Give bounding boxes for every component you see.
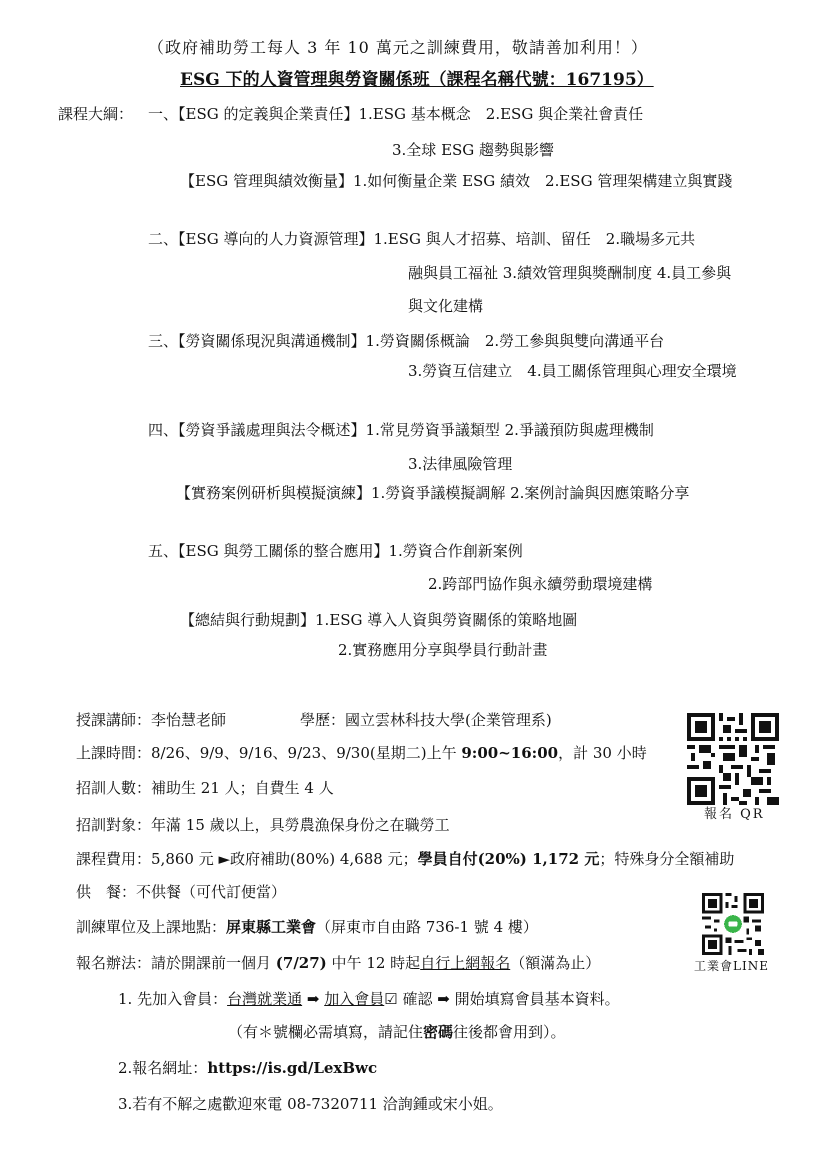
signup-url[interactable]: https://is.gd/LexBwc xyxy=(207,1059,378,1077)
arrow-icon: ► xyxy=(218,850,231,868)
section-item: 1.如何衡量企業 ESG 績效 2.ESG 管理架構建立與實踐 xyxy=(352,172,733,190)
section-topic: 【實務案例研析與模擬演練】 xyxy=(176,484,372,502)
venue-label: 訓練單位及上課地點： xyxy=(76,918,227,936)
section-item: 3.全球 ESG 趨勢與影響 xyxy=(392,141,555,159)
section-item: 1.勞資爭議模擬調解 2.案例討論與因應策略分享 xyxy=(371,484,690,502)
section-topic: 【總結與行動規劃】 xyxy=(180,611,316,629)
step1-prefix: 1. 先加入會員： xyxy=(118,990,228,1008)
enrollment-label: 招訓人數： xyxy=(76,779,152,797)
schedule-dates: 8/26、9/9、9/16、9/23、9/30(星期二)上午 xyxy=(151,744,462,762)
arrow-right-icon: ➡ xyxy=(437,990,450,1008)
section-item: 與文化建構 xyxy=(408,297,484,315)
section-prefix: 三、 xyxy=(148,332,179,350)
step1-end: 開始填寫會員基本資料。 xyxy=(449,990,620,1008)
section-item: 3.法律風險管理 xyxy=(408,455,513,473)
outline-section xyxy=(180,174,732,189)
signup-post: （額滿為止） xyxy=(510,954,601,972)
section-prefix: 四、 xyxy=(148,421,179,439)
education-value: 國立雲林科技大學(企業管理系) xyxy=(345,711,552,729)
schedule-total: ，計 30 小時 xyxy=(558,744,647,762)
target-value: 年滿 15 歲以上，具勞農漁保身份之在職勞工 xyxy=(151,816,450,834)
subsidy-note: （政府補助勞工每人 3 年 10 萬元之訓練費用，敬請善加利用！） xyxy=(148,38,648,57)
section-item: 融與員工福祉 3.績效管理與獎酬制度 4.員工參與 xyxy=(408,264,732,282)
enrollment-line xyxy=(76,781,334,796)
meal-value: 不供餐（可代訂便當） xyxy=(136,883,287,901)
fee-total: 5,860 元 xyxy=(151,850,219,868)
section-item: 1.常見勞資爭議類型 2.爭議預防與處理機制 xyxy=(365,421,654,439)
section-prefix: 五、 xyxy=(148,542,179,560)
note-post: 往後都會用到）。 xyxy=(453,1023,566,1041)
section-item: 2.跨部門協作與永續勞動環境建構 xyxy=(428,575,653,593)
section-item: 1.ESG 導入人資與勞資關係的策略地圖 xyxy=(315,611,578,629)
signup-date: (7/27) xyxy=(275,954,327,972)
step-3: 3.若有不解之處歡迎來電 08-7320711 洽詢鍾或宋小姐。 xyxy=(118,1095,503,1113)
section-item: 1.ESG 與人才招募、培訓、留任 2.職場多元共 xyxy=(373,230,696,248)
fee-subsidy: 政府補助(80%) 4,688 元； xyxy=(230,850,418,868)
section-prefix: 一、 xyxy=(148,105,179,123)
enrollment-value: 補助生 21 人；自費生 4 人 xyxy=(151,779,334,797)
outline-section xyxy=(148,334,664,349)
fee-line xyxy=(76,852,734,867)
signup-link[interactable]: 自行上網報名 xyxy=(420,954,511,972)
target-line xyxy=(76,818,450,833)
note-password: 密碼 xyxy=(423,1023,454,1041)
section-item: 1.ESG 基本概念 2.ESG 與企業社會責任 xyxy=(358,105,644,123)
venue-address: （屏東市自由路 736-1 號 4 樓） xyxy=(316,918,538,936)
step-2 xyxy=(118,1061,377,1076)
section-item: 1.勞資關係概論 2.勞工參與與雙向溝通平台 xyxy=(365,332,665,350)
instructor-name: 李怡慧老師 xyxy=(151,711,227,729)
confirm-text: 確認 xyxy=(397,990,438,1008)
section-topic: 【勞資關係現況與溝通機制】 xyxy=(178,332,366,350)
signup-line xyxy=(76,956,600,971)
schedule-time: 9:00~16:00 xyxy=(461,744,559,762)
meal-line xyxy=(76,885,286,900)
outline-section xyxy=(148,423,654,438)
venue-line xyxy=(76,920,538,935)
outline-section xyxy=(148,232,695,247)
checkbox-icon: ☑ xyxy=(384,990,398,1008)
join-member-link[interactable]: 加入會員 xyxy=(324,990,385,1008)
taiwan-jobs-link[interactable]: 台灣就業通 xyxy=(227,990,303,1008)
outline-section xyxy=(148,544,523,559)
meal-label: 供 餐： xyxy=(76,883,137,901)
education-line xyxy=(300,713,552,728)
section-topic: 【ESG 導向的人力資源管理】 xyxy=(178,230,374,248)
section-topic: 【ESG 與勞工關係的整合應用】 xyxy=(178,542,389,560)
target-label: 招訓對象： xyxy=(76,816,152,834)
schedule-line xyxy=(76,746,647,761)
instructor-line xyxy=(76,713,226,728)
line-qr-caption: 工業會LINE xyxy=(694,959,769,973)
section-topic: 【ESG 管理與績效衡量】 xyxy=(180,172,353,190)
section-item: 2.實務應用分享與學員行動計畫 xyxy=(338,641,548,659)
signup-qr-caption: 報名 QR xyxy=(704,807,765,822)
step-1-note xyxy=(228,1025,566,1040)
note-pre: （有＊號欄必需填寫，請記住 xyxy=(228,1023,424,1041)
outline-section xyxy=(176,486,689,501)
outline-section xyxy=(180,613,577,628)
fee-self-pay: 學員自付(20%) 1,172 元 xyxy=(417,850,600,868)
venue-org: 屏東縣工業會 xyxy=(226,918,317,936)
signup-qr-code xyxy=(687,713,779,805)
arrow-right-icon: ➡ xyxy=(302,990,325,1008)
section-topic: 【勞資爭議處理與法令概述】 xyxy=(178,421,366,439)
line-qr-code xyxy=(702,893,764,955)
instructor-label: 授課講師： xyxy=(76,711,152,729)
education-label: 學歷： xyxy=(300,711,346,729)
outline-label: 課程大綱： xyxy=(58,105,134,123)
section-item: 1.勞資合作創新案例 xyxy=(388,542,523,560)
step-1 xyxy=(118,992,620,1007)
schedule-label: 上課時間： xyxy=(76,744,152,762)
outline-section xyxy=(148,107,643,122)
fee-special: ；特殊身分全額補助 xyxy=(599,850,735,868)
section-item: 3.勞資互信建立 4.員工關係管理與心理安全環境 xyxy=(408,362,737,380)
signup-mid: 中午 12 時起 xyxy=(326,954,421,972)
section-prefix: 二、 xyxy=(148,230,179,248)
step2-label: 2.報名網址： xyxy=(118,1059,208,1077)
signup-pre: 請於開課前一個月 xyxy=(151,954,276,972)
fee-label: 課程費用： xyxy=(76,850,152,868)
course-title: ESG 下的人資管理與勞資關係班（課程名稱代號：167195） xyxy=(180,70,654,90)
signup-label: 報名辦法： xyxy=(76,954,152,972)
section-topic: 【ESG 的定義與企業責任】 xyxy=(178,105,359,123)
